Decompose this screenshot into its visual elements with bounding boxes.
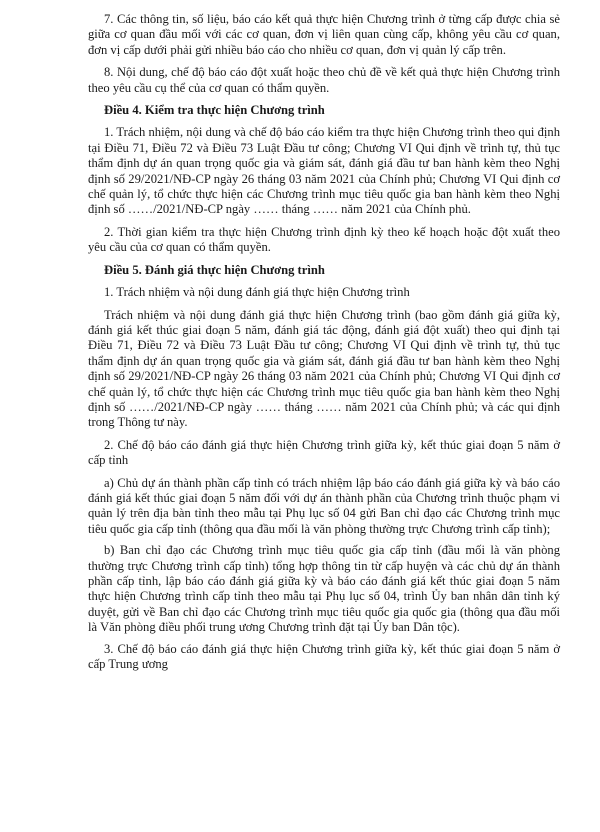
article-4-clause-2: 2. Thời gian kiểm tra thực hiện Chương trình định kỳ theo kế hoạch hoặc đột xuất theo yêu cầu của cơ quan có thẩm quyền. [88, 224, 560, 255]
article-4-heading: Điều 4. Kiểm tra thực hiện Chương trình [104, 103, 325, 118]
article-4-clause-1: 1. Trách nhiệm, nội dung và chế độ báo cáo kiểm tra thực hiện Chương trình theo qui định tại Điều 71, Điều 72 và Điều 73 Luật Đầu tư công; Chương VI Qui định về trình tự, thủ tục thẩm định dự án quan trọng quốc gia và giám sát, đánh giá đầu tư ban hành kèm theo Nghị định số 29/2021/NĐ-CP ngày 26 tháng 03 năm 2021 của Chính phủ; Chương VI Qui định cơ chế quản lý, tổ chức thực hiện các Chương trình mục tiêu quốc gia ban hành kèm theo Nghị định số ……/2021/NĐ-CP ngày …… tháng …… năm 2021 của Chính phủ. [88, 125, 560, 217]
article-5-clause-2-point-a: a) Chủ dự án thành phần cấp tỉnh có trách nhiệm lập báo cáo đánh giá giữa kỳ và báo cáo đánh giá kết thúc giai đoạn 5 năm đối với dự án thành phần của Chương trình thuộc phạm vi quản lý trên địa bàn tỉnh theo mẫu tại Phụ lục số 04 gửi Ban chỉ đạo các Chương trình mục tiêu quốc gia cấp tỉnh (thông qua đầu mối là văn phòng thường trực Chương trình cấp tỉnh); [88, 475, 560, 536]
paragraph-8: 8. Nội dung, chế độ báo cáo đột xuất hoặc theo chủ đề về kết quả thực hiện Chương trình theo yêu cầu cụ thể của cơ quan có thẩm quyền. [88, 65, 560, 95]
article-5-clause-2-title: 2. Chế độ báo cáo đánh giá thực hiện Chương trình giữa kỳ, kết thúc giai đoạn 5 năm ở cấp tỉnh [88, 437, 560, 468]
paragraph-7: 7. Các thông tin, số liệu, báo cáo kết quả thực hiện Chương trình ở từng cấp được chia sẻ giữa cơ quan đầu mối với các cơ quan, đơn vị liên quan cùng cấp, không yêu cầu cơ quan, đơn vị cấp dưới phải gửi nhiều báo cáo cho nhiều cơ quan, đơn vị quản lý cấp trên. [88, 12, 560, 57]
article-5-clause-3-title: 3. Chế độ báo cáo đánh giá thực hiện Chương trình giữa kỳ, kết thúc giai đoạn 5 năm ở cấp Trung ương [88, 641, 560, 672]
article-5-clause-2-point-b: b) Ban chỉ đạo các Chương trình mục tiêu quốc gia cấp tỉnh (đầu mối là văn phòng thường trực Chương trình cấp tỉnh) tổng hợp thông tin từ cấp huyện và các chủ dự án thành phần cấp tỉnh, lập báo cáo đánh giá giữa kỳ và báo cáo đánh giá kết thúc giai đoạn 5 năm thực hiện Chương trình cấp tỉnh theo mẫu tại Phụ lục số 04, trình Ủy ban nhân dân tỉnh ký duyệt, gửi về Ban chỉ đạo các Chương trình mục tiêu quốc gia quốc gia (thông qua đầu mối là Văn phòng điều phối trung ương Chương trình đặt tại Ủy ban Dân tộc). [88, 543, 560, 635]
article-5-heading: Điều 5. Đánh giá thực hiện Chương trình [104, 262, 325, 277]
article-5-clause-1-title: 1. Trách nhiệm và nội dung đánh giá thực hiện Chương trình [104, 285, 410, 300]
article-5-clause-1-body: Trách nhiệm và nội dung đánh giá thực hiện Chương trình (bao gồm đánh giá giữa kỳ, đánh giá kết thúc giai đoạn 5 năm, đánh giá tác động, đánh giá đột xuất) theo qui định tại Điều 71, Điều 72 và Điều 73 Luật Đầu tư công; Chương VI Qui định về trình tự, thủ tục thẩm định dự án quan trọng quốc gia và giám sát, đánh giá đầu tư ban hành kèm theo Nghị định số 29/2021/NĐ-CP ngày 26 tháng 03 năm 2021 của Chính phủ; Chương VI Qui định cơ chế quản lý, tổ chức thực hiện các Chương trình mục tiêu quốc gia ban hành kèm theo Nghị định số ……/2021/NĐ-CP ngày …… tháng …… năm 2021 của Chính phủ; và các qui định trong Thông tư này. [88, 307, 560, 430]
